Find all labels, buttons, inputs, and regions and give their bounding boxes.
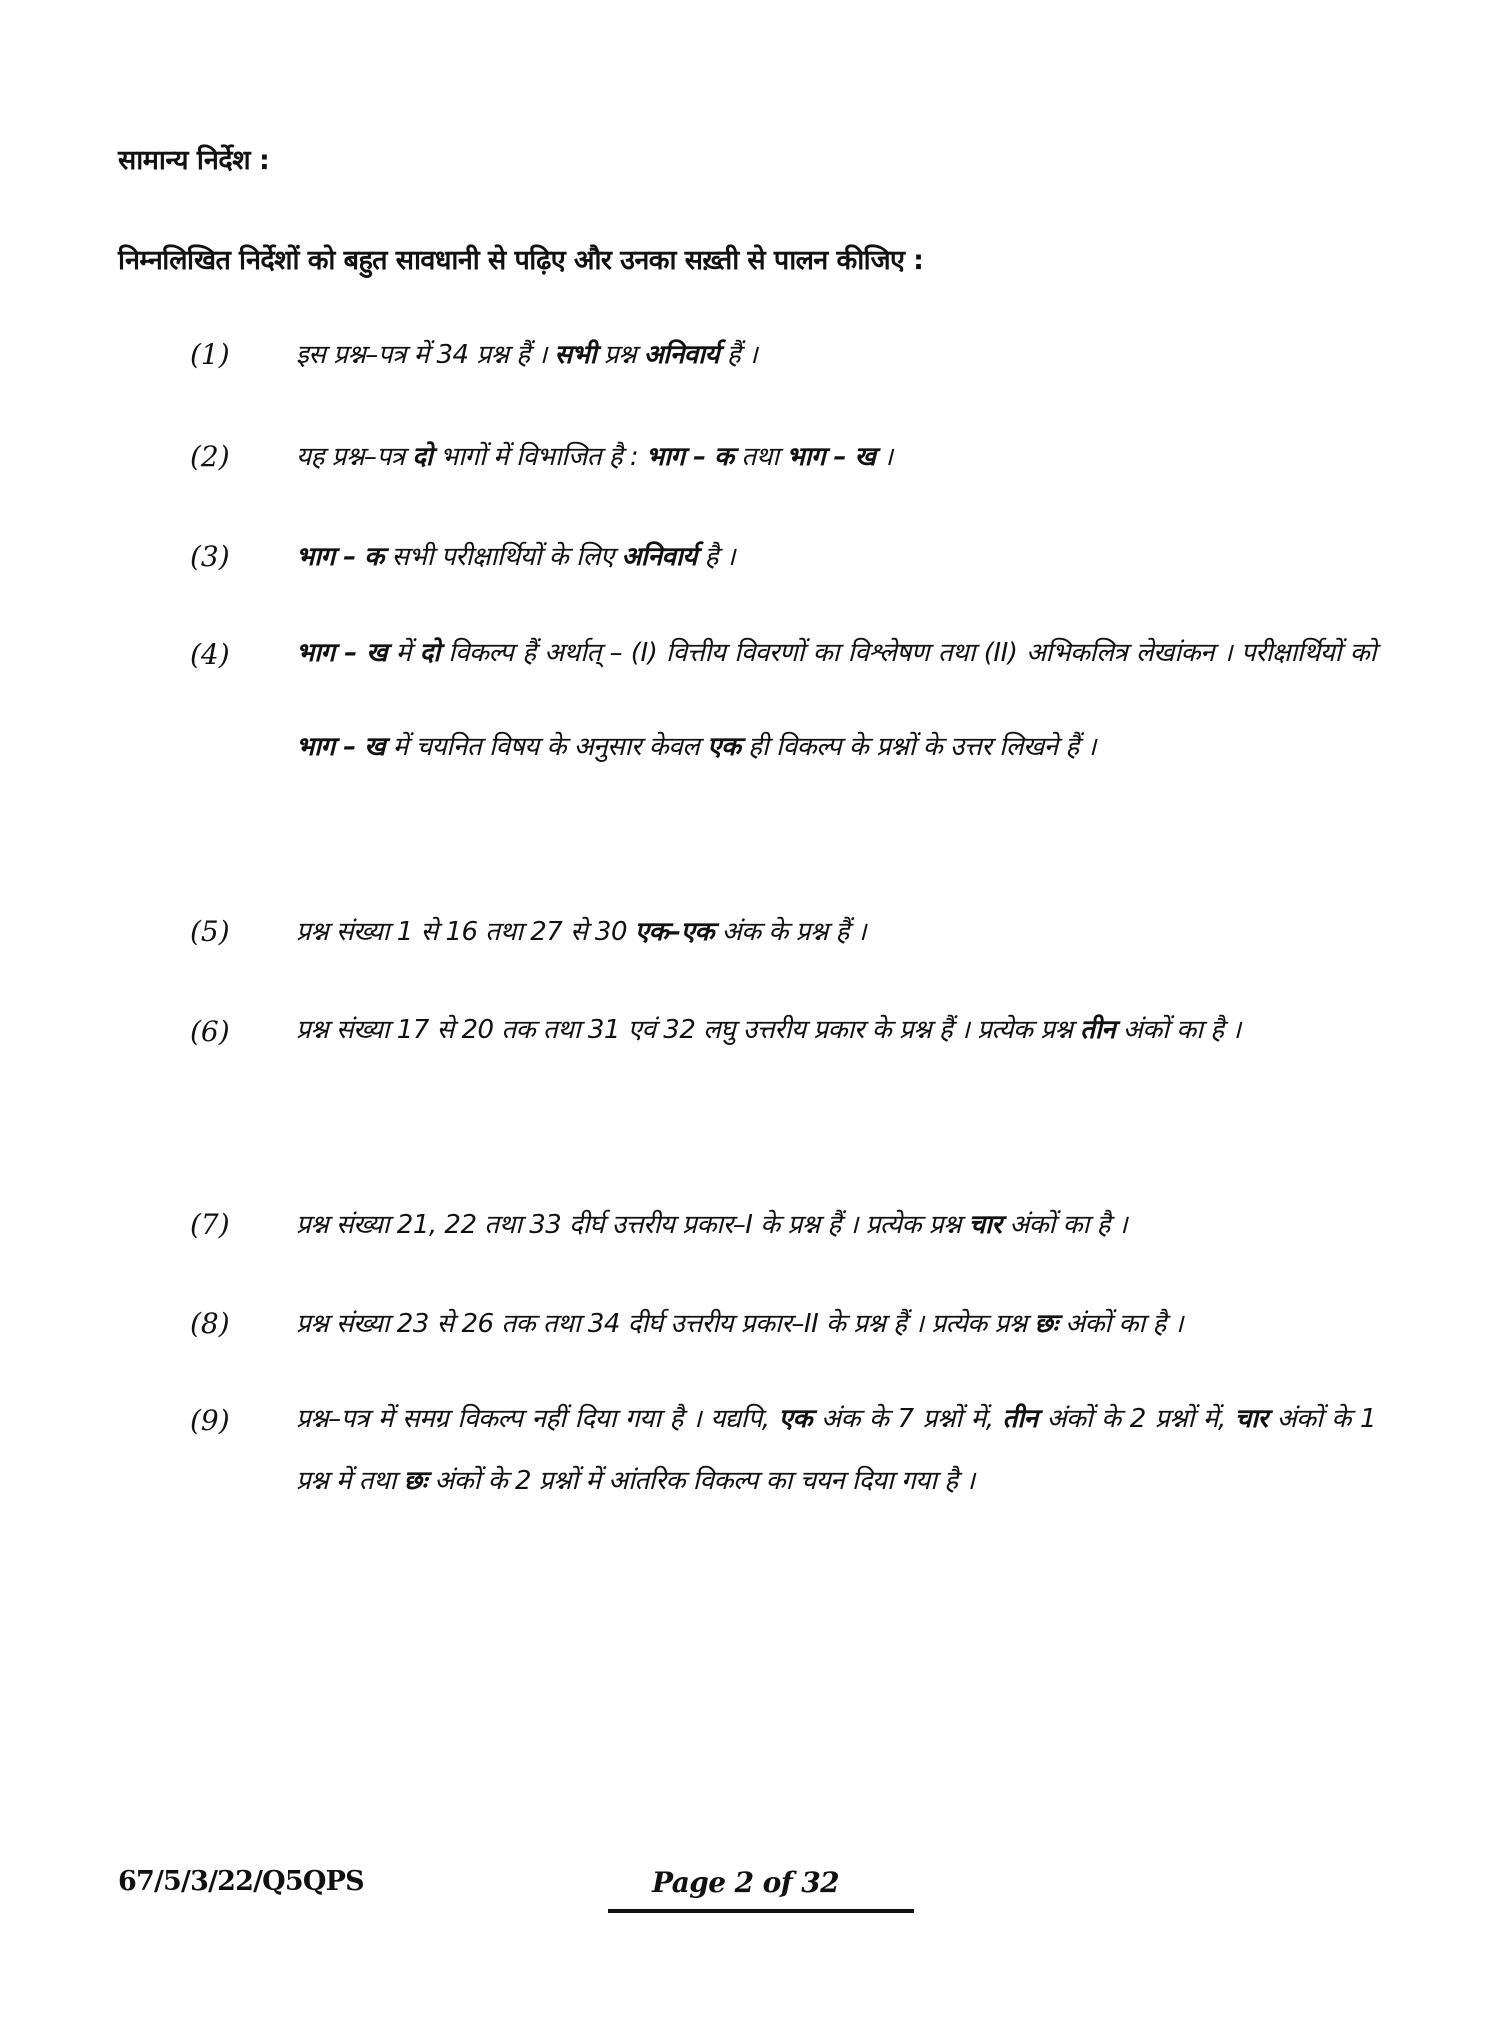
instruction-number: (7) (190, 1208, 230, 1241)
emphasis-text: तीन (1080, 1015, 1116, 1045)
section-heading: सामान्य निर्देश : (118, 145, 270, 176)
instruction-text-segment: इस प्रश्न–पत्र में 34 प्रश्न हैं । (296, 340, 555, 370)
instruction-number: (1) (190, 338, 230, 371)
instruction-text-segment: अंकों का है । (1057, 1309, 1183, 1339)
instruction-text-segment: अंकों का है । (1001, 1210, 1128, 1240)
emphasis-text: दो (412, 442, 433, 472)
instruction-text-segment: अंक के 7 प्रश्नों में, (812, 1404, 1003, 1434)
instruction-number: (3) (190, 540, 230, 573)
instruction-text-segment: प्रश्न संख्या 1 से 16 तथा 27 से 30 (296, 917, 635, 947)
instruction-text-segment: अंकों के 1 प्रश्न में तथा (296, 1404, 1376, 1496)
instruction-text-segment: प्रश्न संख्या 17 से 20 तक तथा 31 एवं 32 लघु उत्तरीय प्रकार के प्रश्न हैं । प्रत्येक प्रश्न (296, 1015, 1081, 1045)
emphasis-text: भाग – क (645, 442, 734, 472)
instruction-number: (8) (190, 1307, 230, 1340)
emphasis-text: चार (968, 1210, 1002, 1240)
instruction-text-segment: में (387, 638, 420, 668)
instruction-text (296, 440, 1376, 474)
instruction-text-segment: में चयनित विषय के अनुसार केवल (385, 732, 708, 762)
instruction-text-segment: तथा (733, 442, 787, 472)
instruction-number: (4) (190, 638, 230, 671)
instruction-text-segment: प्रश्न संख्या 23 से 26 तक तथा 34 दीर्घ उत्तरीय प्रकार–II के प्रश्न हैं । प्रत्येक प्रश्न (296, 1309, 1035, 1339)
instruction-text (296, 1208, 1376, 1242)
instruction-number: (6) (190, 1015, 230, 1048)
emphasis-text: भाग – ख (296, 732, 386, 762)
emphasis-text: भाग – ख (786, 442, 876, 472)
instruction-text-segment: भागों में विभाजित है : (432, 442, 646, 472)
page-number: Page 2 of 32 (652, 1866, 840, 1899)
page-number-underline (608, 1909, 914, 1913)
instruction-text (296, 983, 1376, 1077)
instruction-text (296, 915, 1376, 949)
emphasis-text: भाग – क (296, 542, 384, 572)
instruction-text (296, 1388, 1376, 1512)
emphasis-text: सभी (554, 340, 597, 370)
emphasis-text: अनिवार्य (643, 340, 720, 370)
instruction-text (296, 540, 1376, 574)
emphasis-text: छः (403, 1466, 427, 1496)
emphasis-text: भाग – ख (296, 638, 387, 668)
instruction-text-segment: । (875, 442, 893, 472)
instruction-text-segment: प्रश्न संख्या 21, 22 तथा 33 दीर्घ उत्तरीय प्रकार–I के प्रश्न हैं । प्रत्येक प्रश्न (296, 1210, 969, 1240)
emphasis-text: एक–एक (634, 917, 714, 947)
emphasis-text: दो (419, 638, 440, 668)
paper-code: 67/5/3/22/Q5QPS (118, 1866, 364, 1897)
instruction-number: (9) (190, 1404, 230, 1437)
instruction-text-segment: सभी परीक्षार्थियों के लिए (383, 542, 622, 572)
instruction-text (296, 606, 1376, 794)
instruction-text-segment: ही विकल्प के प्रश्नों के उत्तर लिखने हैं । (740, 732, 1096, 762)
instruction-number: (5) (190, 915, 230, 948)
instruction-text-segment: प्रश्न (596, 340, 644, 370)
instruction-text-segment: हैं । (719, 340, 758, 370)
instruction-text (296, 338, 1376, 372)
emphasis-text: एक (707, 732, 741, 762)
emphasis-text: छः (1034, 1309, 1058, 1339)
instructions-intro: निम्नलिखित निर्देशों को बहुत सावधानी से पढ़िए और उनका सख़्ती से पालन कीजिए : (118, 245, 924, 276)
instruction-text-segment: यह प्रश्न–पत्र (296, 442, 413, 472)
instruction-text-segment: अंक के प्रश्न हैं । (713, 917, 866, 947)
instruction-text-segment: अंकों के 2 प्रश्नों में, (1037, 1404, 1235, 1434)
instruction-text-segment: प्रश्न–पत्र में समग्र विकल्प नहीं दिया गया है । यद्यपि, (296, 1404, 779, 1434)
instruction-text-segment: है । (696, 542, 736, 572)
emphasis-text: एक (778, 1404, 813, 1434)
emphasis-text: चार (1234, 1404, 1268, 1434)
instruction-text-segment: अंकों के 2 प्रश्नों में आंतरिक विकल्प का चयन दिया गया है । (426, 1466, 975, 1496)
instruction-text-segment: विकल्प हैं अर्थात् – (I) वित्तीय विवरणों का विश्लेषण तथा (II) अभिकलित्र लेखांकन । परीक्षार्थियों को (439, 638, 1376, 668)
instruction-number: (2) (190, 440, 230, 473)
instruction-text (296, 1307, 1376, 1341)
emphasis-text: अनिवार्य (621, 542, 697, 572)
emphasis-text: तीन (1002, 1404, 1038, 1434)
instruction-text-segment: अंकों का है । (1115, 1015, 1241, 1045)
